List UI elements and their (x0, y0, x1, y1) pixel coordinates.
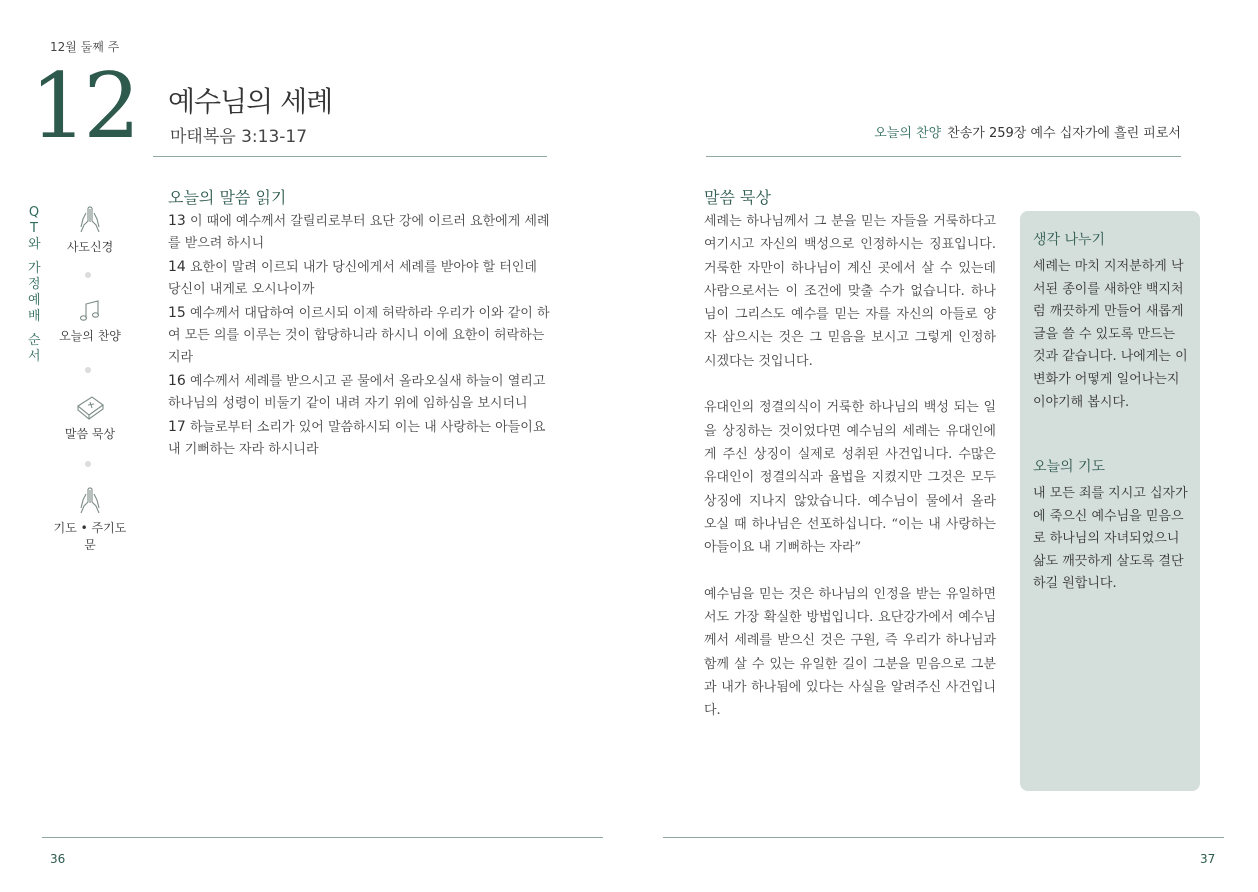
hymn-label: 오늘의 찬양 (874, 126, 942, 141)
prayer-heading: 오늘의 기도 (1033, 459, 1106, 475)
sharing-prayer-box (1020, 211, 1200, 791)
meditation-paragraph: 예수님을 믿는 것은 하나님의 인정을 받는 유일하면서도 가장 확실한 방법입니다. 요단강가에서 예수님께서 세례를 받으신 것은 구원, 즉 우리가 하나님과 함께 살 수 있는 유일한 길이 그분을 믿음으로 그분과 내가 하나됨에 있다는 사실을 알려주신 사건입니다. (704, 586, 996, 719)
bible-icon (74, 392, 106, 422)
title-divider (153, 156, 547, 157)
meditation-body (704, 210, 996, 746)
verse: 17 하늘로부터 소리가 있어 말씀하시되 이는 내 사랑하는 아들이요 내 기뻐하는 자라 하시니라 (168, 418, 546, 458)
sidebar-divider-dot (85, 367, 91, 373)
right-header-divider (706, 156, 1181, 157)
sidebar-item-label: 기도 • 주기도문 (53, 521, 127, 552)
hymn-text: 찬송가 259장 예수 십자가에 흘린 피로서 (947, 126, 1181, 141)
verse: 13 이 때에 예수께서 갈릴리로부터 요단 강에 이르러 요한에게 세례를 받으려 하시니 (168, 213, 550, 252)
sidebar-item-label: 오늘의 찬양 (59, 329, 121, 343)
meditation-heading: 말씀 묵상 (704, 188, 771, 207)
day-number: 12 (30, 54, 137, 159)
reading-heading: 오늘의 말씀 읽기 (168, 188, 287, 207)
music-note-icon (77, 298, 103, 324)
prayer-text: 내 모든 죄를 지시고 십자가에 죽으신 예수님을 믿음으로 하나님의 자녀되었으니 삶도 깨끗하게 살도록 결단하길 원합니다. (1033, 486, 1188, 592)
scripture-passage (168, 210, 550, 461)
scripture-reference: 마태복음 3:13-17 (170, 127, 308, 147)
sidebar-item-label: 사도신경 (66, 240, 114, 254)
verse: 16 예수께서 세례를 받으시고 곧 물에서 올라오실새 하늘이 열리고 하나님의 성령이 비둘기 같이 내려 자기 위에 임하심을 보시더니 (168, 372, 546, 412)
hymn-line (874, 122, 1181, 141)
page-title: 예수님의 세례 (168, 85, 333, 118)
page-number-right: 37 (1200, 852, 1216, 866)
footer-divider-left (42, 837, 603, 838)
sidebar-item-meditation (50, 392, 130, 442)
sharing-text: 세례는 마치 지저분하게 낙서된 종이를 새하얀 백지처럼 깨끗하게 만들어 새롭게 글을 쓸 수 있도록 만드는 것과 같습니다. 나에게는 이 변화가 어떻게 일어나는지 이야기해 봅시다. (1033, 259, 1188, 410)
meditation-paragraph: 유대인의 정결의식이 거룩한 하나님의 백성 되는 일을 상징하는 것이었다면 예수님의 세례는 유대인에게 주신 상징이 실제로 성취된 사건입니다. 수많은 유대인이 정결의식과 율법을 지켰지만 그것은 모두 상징에 지나지 않았습니다. 예수님이 물에서 올라 오실 때 하나님은 선포하십니다. “이는 내 사랑하는 아들이요 내 기뻐하는 자라” (704, 400, 996, 556)
sidebar-item-prayer (50, 486, 130, 553)
sidebar-divider-dot (85, 461, 91, 467)
sidebar-item-label: 말씀 묵상 (64, 427, 116, 441)
sharing-heading: 생각 나누기 (1033, 232, 1106, 248)
sidebar-item-creed (50, 205, 130, 255)
meditation-paragraph: 세례는 하나님께서 그 분을 믿는 자들을 거룩하다고 여기시고 자신의 백성으로 인정하시는 징표입니다. 거룩한 자만이 하나님이 계신 곳에서 살 수 있는데 사람으로서는 이 조건에 맞출 수가 없습니다. 하나님이 그리스도 예수를 믿는 자를 자신의 아들로 양자 삼으시는 것은 그 믿음을 보시고 그렇게 인정하시겠다는 것입니다. (704, 214, 996, 369)
footer-divider-right (663, 837, 1224, 838)
week-label: 12월 둘째 주 (50, 40, 120, 54)
praying-hands-icon (75, 205, 105, 235)
praying-hands-icon (75, 486, 105, 516)
sidebar-item-hymn (50, 298, 130, 344)
qt-worship-order-label: Q T 와 가 정 예 배 순 서 (28, 205, 41, 364)
page-number-left: 36 (50, 852, 66, 866)
verse: 14 요한이 말려 이르되 내가 당신에게서 세례를 받아야 할 터인데 당신이 내게로 오시나이까 (168, 258, 537, 298)
verse: 15 예수께서 대답하여 이르시되 이제 허락하라 우리가 이와 같이 하여 모든 의를 이루는 것이 합당하니라 하시니 이에 요한이 허락하는지라 (168, 304, 550, 366)
sidebar-divider-dot (85, 272, 91, 278)
